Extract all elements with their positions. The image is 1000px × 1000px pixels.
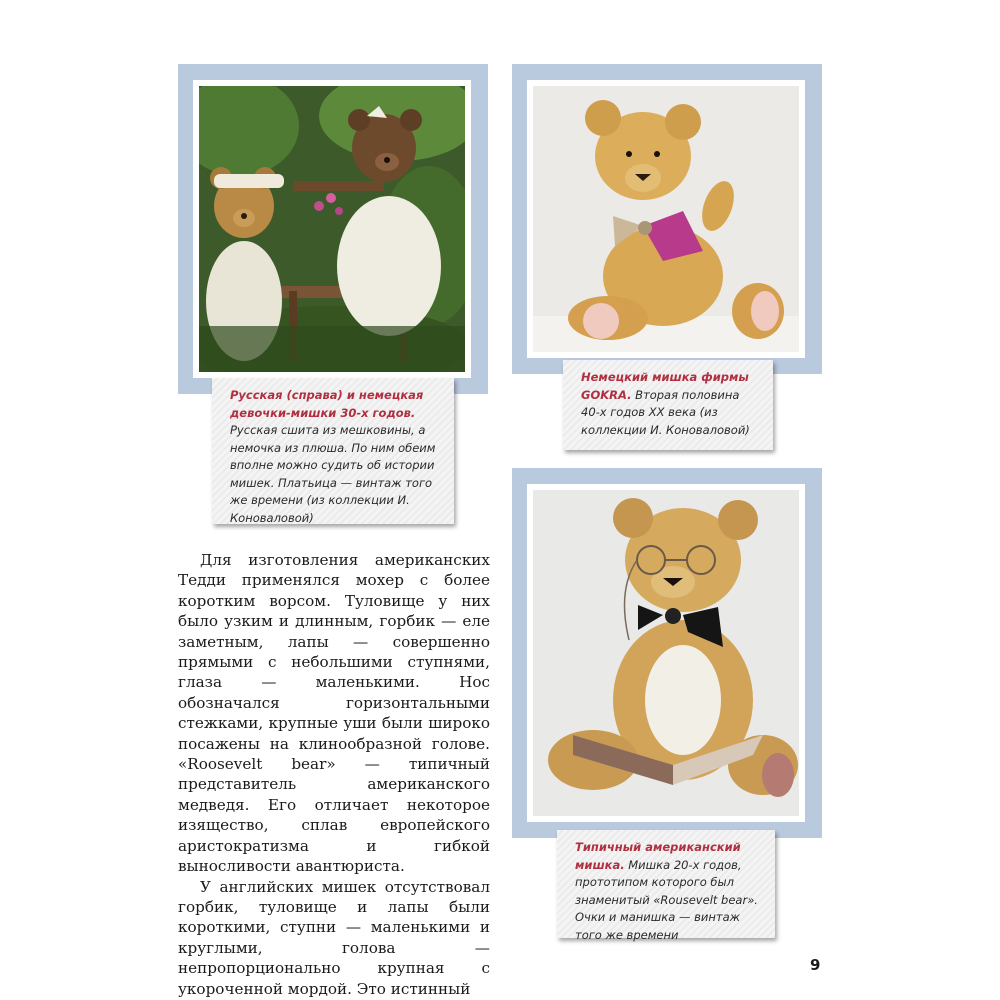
body-paragraph: У английских мишек отсутствовал горбик, туловище и лапы были короткими, ступни — маленькими и круглыми, голова — непропорционально крупная с укороченной мордой. Это истинный [178, 877, 490, 998]
photo-gokra-bear [527, 80, 805, 358]
caption-russian-german [212, 378, 454, 524]
caption-american [557, 830, 775, 942]
caption-gokra-text: Вторая половина 40-х годов XX века (из коллекции И. Коноваловой) [581, 387, 750, 437]
body-paragraph: Для изготовления американских Тедди применялся мохер с более коротким ворсом. Туловище у них было узким и длинным, горбик — еле заметным, лапы — совершенно прямыми с небольшими ступнями, глаза — маленькими. Нос обозначался горизонтальными стежками, крупные уши были широко посажены на клинообразной голове. «Roosevelt bear» — типичный представитель американского медведя. Его отличает некоторое изящество, сплав европейского аристократизма и гибкой выносливости авантюриста. [178, 551, 490, 876]
photo-american-bear [527, 484, 805, 822]
page-number: 9 [810, 956, 821, 974]
photo-russian-german-bears [193, 80, 471, 378]
caption-russian-german-lead: Русская (справа) и немецкая девочки-мишки 30-х годов. [230, 388, 424, 420]
caption-american-lead: Типичный американский мишка. [575, 840, 741, 872]
caption-gokra-lead: Немецкий мишка фирмы GOKRA. [581, 370, 749, 402]
body-text [178, 550, 490, 999]
caption-american-text: Мишка 20-х годов, прототипом которого был знаменитый «Rousevelt bear». Очки и манишка — винтаж того же времени [575, 857, 758, 942]
caption-russian-german-text: Русская сшита из мешковины, а немочка из плюша. По ним обеим вполне можно судить об истории мишек. Платьица — винтаж того же времени (из коллекции И. Коноваловой) [230, 423, 436, 525]
caption-gokra [563, 360, 773, 450]
